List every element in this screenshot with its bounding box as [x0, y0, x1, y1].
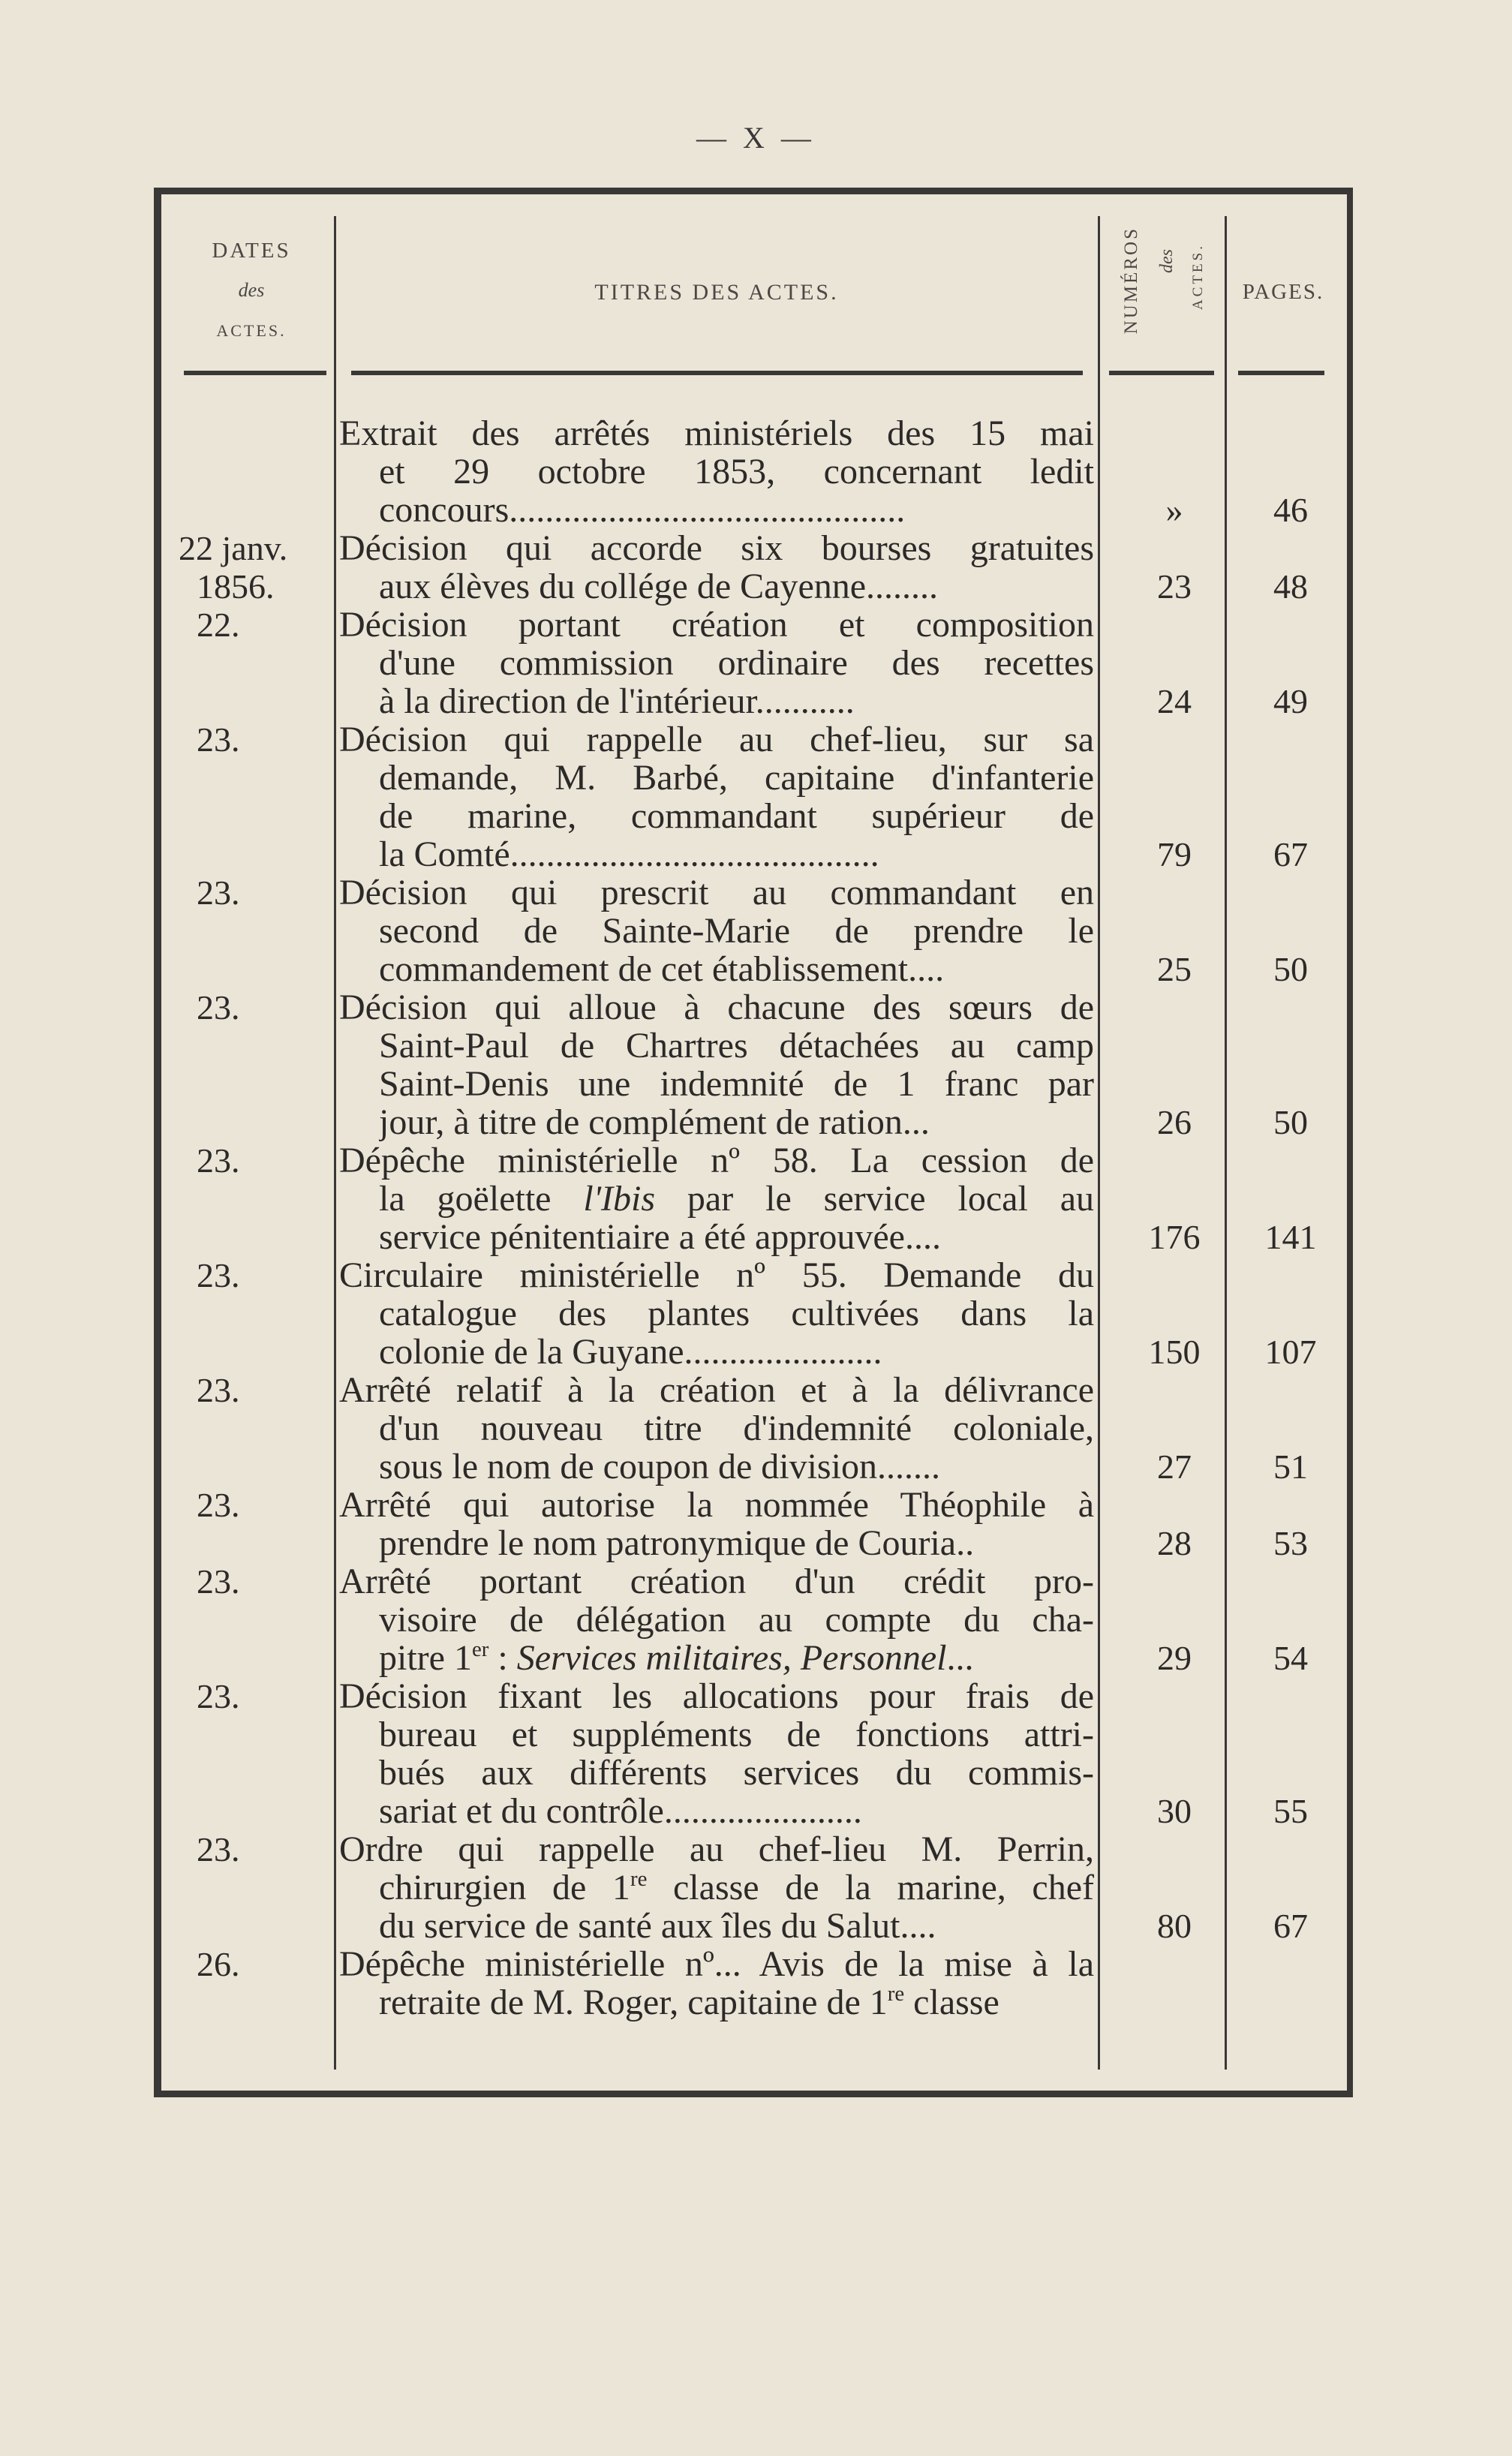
entry-title-line: Décision portant création et composition — [339, 606, 1094, 644]
entry-title-line: Ordre qui rappelle au chef-lieu M. Perrin, — [339, 1830, 1094, 1868]
entry-title-line: demande, M. Barbé, capitaine d'infanterie — [379, 759, 1094, 797]
entry-title-fragment: par le service local au — [655, 1180, 1094, 1218]
entry-title-line: sous le nom de coupon de division....... — [379, 1447, 940, 1486]
header-numeros-label: NUMÉROS — [1121, 227, 1141, 335]
entry-page: 67 — [1273, 835, 1308, 873]
entry-title-fragment: ... — [946, 1639, 974, 1677]
entry-numero: 25 — [1157, 950, 1192, 988]
entry-title-line: de marine, commandant supérieur de — [379, 797, 1094, 835]
entry-title-line: Saint-Denis une indemnité de 1 franc par — [379, 1065, 1094, 1103]
entry-date: 23. — [197, 1486, 240, 1524]
entry-date: 23. — [197, 720, 240, 759]
entry-date-year: 1856. — [197, 567, 275, 606]
entry-title-line: la Comté......................................... — [379, 835, 879, 873]
header-rule — [351, 371, 1083, 375]
entry-numero: 26 — [1157, 1103, 1192, 1141]
column-divider — [1098, 216, 1100, 2070]
entry-title-line: Décision fixant les allocations pour frais de — [339, 1677, 1094, 1715]
entry-date: 23. — [197, 1256, 240, 1294]
entry-date: 23. — [197, 1677, 240, 1715]
entry-title-line: d'une commission ordinaire des recettes — [379, 644, 1094, 682]
header-pages: PAGES. — [1242, 280, 1324, 304]
entry-title-line — [379, 1983, 1094, 2022]
entry-page: 54 — [1273, 1639, 1308, 1677]
entry-title-line: bureau et suppléments de fonctions attri- — [379, 1715, 1094, 1754]
entry-title-line: concours............................................ — [379, 491, 906, 529]
entry-page: 67 — [1273, 1907, 1308, 1945]
entry-title-line: jour, à titre de complément de ration... — [379, 1103, 930, 1141]
entry-page: 107 — [1264, 1333, 1317, 1371]
header-dates-des: des — [238, 279, 265, 301]
entry-title-line: Décision qui rappelle au chef-lieu, sur sa — [339, 720, 1094, 759]
entry-page: 141 — [1264, 1218, 1317, 1256]
header-numeros-des: des — [1157, 249, 1177, 273]
entry-numero: 24 — [1157, 682, 1192, 720]
entry-title-line: et 29 octobre 1853, concernant ledit — [379, 452, 1094, 491]
entry-title-line: second de Sainte-Marie de prendre le — [379, 912, 1094, 950]
entry-title-line — [379, 1868, 1094, 1907]
entry-title-line: à la direction de l'intérieur........... — [379, 682, 855, 720]
entry-numero: 80 — [1157, 1907, 1192, 1945]
entry-title-fragment: retraite de M. Roger, capitaine de 1re classe — [379, 1983, 999, 2022]
entry-title-line: bués aux différents services du commis- — [379, 1754, 1094, 1792]
entry-title-line: Décision qui prescrit au commandant en — [339, 873, 1094, 912]
entry-title-line — [379, 1639, 1094, 1677]
entry-title-line: Décision qui accorde six bourses gratuites — [339, 529, 1094, 567]
entry-title-line: Dépêche ministérielle nº 58. La cession de — [339, 1141, 1094, 1180]
entry-title-line: prendre le nom patronymique de Couria.. — [379, 1524, 975, 1562]
entry-title-line: Circulaire ministérielle nº 55. Demande du — [339, 1256, 1094, 1294]
header-numeros-actes: ACTES. — [1190, 243, 1206, 310]
header-dates-label: DATES — [212, 239, 291, 263]
entry-numero: 23 — [1157, 567, 1192, 606]
header-rule — [1109, 371, 1214, 375]
entry-date: 23. — [197, 1830, 240, 1868]
entry-date: 26. — [197, 1945, 240, 1983]
header-rule — [184, 371, 326, 375]
entry-title-line: sariat et du contrôle...................... — [379, 1792, 862, 1830]
entry-page: 49 — [1273, 682, 1308, 720]
entry-date: 23. — [197, 1371, 240, 1409]
header-titres: TITRES DES ACTES. — [594, 280, 839, 305]
ship-name: l'Ibis — [583, 1180, 655, 1218]
entry-title-line: Saint-Paul de Chartres détachées au camp — [379, 1027, 1094, 1065]
entry-page: 46 — [1273, 491, 1308, 529]
entry-date: 23. — [197, 873, 240, 912]
entry-numero: » — [1165, 491, 1183, 529]
entry-page: 50 — [1273, 950, 1308, 988]
entry-date: 23. — [197, 1141, 240, 1180]
entry-title-line: Dépêche ministérielle nº... Avis de la mise à la — [339, 1945, 1094, 1983]
chapter-title: Services militaires, Personnel — [516, 1639, 947, 1677]
header-numeros — [1111, 218, 1223, 368]
entry-title-line: Arrêté portant création d'un crédit pro- — [339, 1562, 1094, 1601]
entry-date: 22. — [197, 606, 240, 644]
entry-page: 50 — [1273, 1103, 1308, 1141]
entry-numero: 176 — [1148, 1218, 1201, 1256]
entry-numero: 27 — [1157, 1447, 1192, 1486]
header-rule — [1238, 371, 1324, 375]
entry-title-line: d'un nouveau titre d'indemnité coloniale, — [379, 1409, 1094, 1447]
entry-title-line: du service de santé aux îles du Salut.... — [379, 1907, 936, 1945]
entry-title-line: Décision qui alloue à chacune des sœurs de — [339, 988, 1094, 1027]
entry-date: 23. — [197, 988, 240, 1027]
entry-numero: 79 — [1157, 835, 1192, 873]
entry-title-line — [379, 1180, 1094, 1218]
entry-title-fragment: la goëlette — [379, 1180, 584, 1218]
entry-date: 22 janv. — [179, 529, 288, 567]
entry-page: 55 — [1273, 1792, 1308, 1830]
entry-page: 53 — [1273, 1524, 1308, 1562]
entry-numero: 150 — [1148, 1333, 1201, 1371]
entry-title-fragment: chirurgien de 1re classe de la marine, chef — [379, 1868, 1094, 1907]
entry-title-line: catalogue des plantes cultivées dans la — [379, 1294, 1094, 1333]
header-dates-actes: ACTES. — [216, 321, 287, 340]
entry-title-fragment: pitre 1er : — [379, 1639, 517, 1677]
entry-page: 51 — [1273, 1447, 1308, 1486]
entry-title-line: Arrêté relatif à la création et à la délivrance — [339, 1371, 1094, 1409]
entry-page: 48 — [1273, 567, 1308, 606]
entry-date: 23. — [197, 1562, 240, 1601]
entry-numero: 28 — [1157, 1524, 1192, 1562]
entry-title-line: Extrait des arrêtés ministériels des 15 mai — [339, 414, 1094, 452]
entry-title-line: visoire de délégation au compte du cha- — [379, 1601, 1094, 1639]
entry-numero: 30 — [1157, 1792, 1192, 1830]
entry-numero: 29 — [1157, 1639, 1192, 1677]
entry-title-line: Arrêté qui autorise la nommée Théophile à — [339, 1486, 1094, 1524]
page-number: — X — — [696, 121, 816, 155]
entry-title-line: commandement de cet établissement.... — [379, 950, 945, 988]
entry-title-line: service pénitentiaire a été approuvée.... — [379, 1218, 941, 1256]
entry-title-line: colonie de la Guyane...................... — [379, 1333, 882, 1371]
entry-title-line: aux élèves du collége de Cayenne........ — [379, 567, 939, 606]
